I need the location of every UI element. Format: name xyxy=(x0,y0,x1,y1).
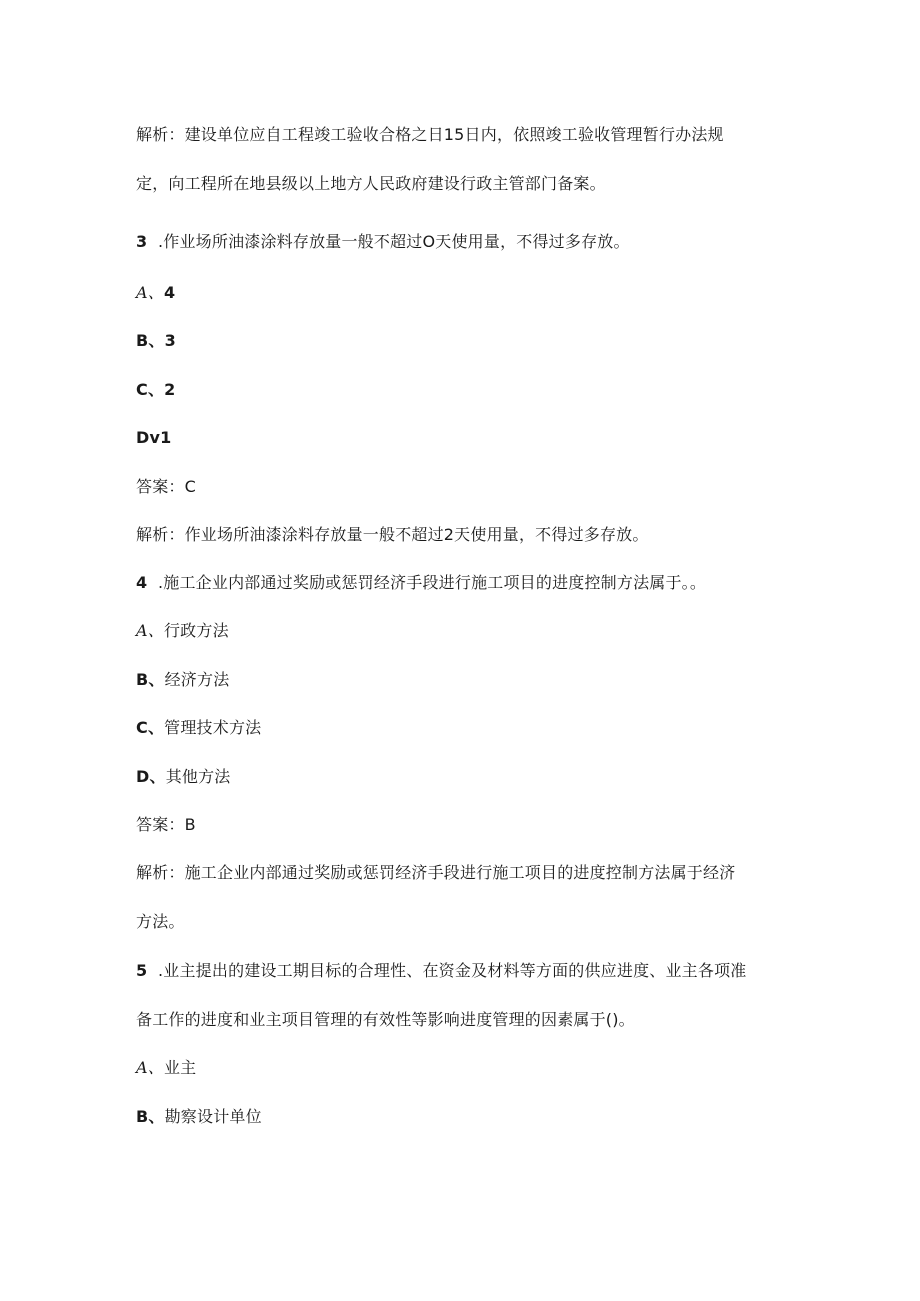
q3-option-b-text: 3 xyxy=(164,331,176,350)
q4-analysis-line1: 解析：施工企业内部通过奖励或惩罚经济手段进行施工项目的进度控制方法属于经济 xyxy=(136,863,736,882)
q4-analysis-line2: 方法。 xyxy=(136,912,185,931)
q3-option-d: Dv1 xyxy=(136,428,172,447)
q3-option-a-letter: A、 xyxy=(136,283,164,302)
q3-option-c-text: 2 xyxy=(164,380,176,399)
q3-analysis: 解析：作业场所油漆涂料存放量一般不超过2天使用量，不得过多存放。 xyxy=(136,525,649,544)
q3-option-b xyxy=(136,330,176,352)
q5-stem-line2: 备工作的进度和业主项目管理的有效性等影响进度管理的因素属于()。 xyxy=(136,1010,635,1029)
q5-option-a-letter: A、 xyxy=(136,1058,164,1077)
q5-option-b-text: 勘察设计单位 xyxy=(164,1107,262,1126)
q2-analysis-line2: 定，向工程所在地县级以上地方人民政府建设行政主管部门备案。 xyxy=(136,174,606,193)
q3-number: 3 xyxy=(136,232,148,251)
q4-option-c xyxy=(136,717,261,739)
q3-option-a xyxy=(136,282,175,304)
q5-stem-line1 xyxy=(136,960,747,982)
q4-option-d-letter: D、 xyxy=(136,767,166,786)
q3-option-c-letter: C、 xyxy=(136,380,165,399)
q4-option-b xyxy=(136,669,229,691)
q3-stem xyxy=(136,231,630,253)
q2-analysis-line1: 解析：建设单位应自工程竣工验收合格之日15日内，依照竣工验收管理暂行办法规 xyxy=(136,125,724,144)
q4-answer: 答案：B xyxy=(136,815,196,834)
q4-stem-text: .施工企业内部通过奖励或惩罚经济手段进行施工项目的进度控制方法属于。。 xyxy=(158,573,707,592)
q5-option-a-text: 业主 xyxy=(163,1058,197,1077)
q4-stem xyxy=(136,572,706,594)
q5-stem-text-line1: .业主提出的建设工期目标的合理性、在资金及材料等方面的供应进度、业主各项准 xyxy=(158,961,747,980)
q4-option-a xyxy=(136,620,229,642)
q3-answer: 答案：C xyxy=(136,477,196,496)
q3-option-b-letter: B、 xyxy=(136,331,165,350)
q3-stem-text: .作业场所油漆涂料存放量一般不超过O天使用量，不得过多存放。 xyxy=(158,232,630,251)
q4-number: 4 xyxy=(136,573,148,592)
q5-option-b xyxy=(136,1106,262,1128)
q4-option-b-text: 经济方法 xyxy=(164,670,230,689)
q3-option-a-text: 4 xyxy=(163,283,176,302)
q4-option-c-text: 管理技术方法 xyxy=(164,718,262,737)
q4-option-a-text: 行政方法 xyxy=(163,621,229,640)
q4-option-a-letter: A、 xyxy=(136,621,164,640)
q4-option-d xyxy=(136,766,231,788)
q4-option-c-letter: C、 xyxy=(136,718,165,737)
q4-option-d-text: 其他方法 xyxy=(165,767,231,786)
q5-number: 5 xyxy=(136,961,148,980)
q5-option-b-letter: B、 xyxy=(136,1107,165,1126)
q3-option-c xyxy=(136,379,176,401)
q5-option-a xyxy=(136,1057,196,1079)
q4-option-b-letter: B、 xyxy=(136,670,165,689)
